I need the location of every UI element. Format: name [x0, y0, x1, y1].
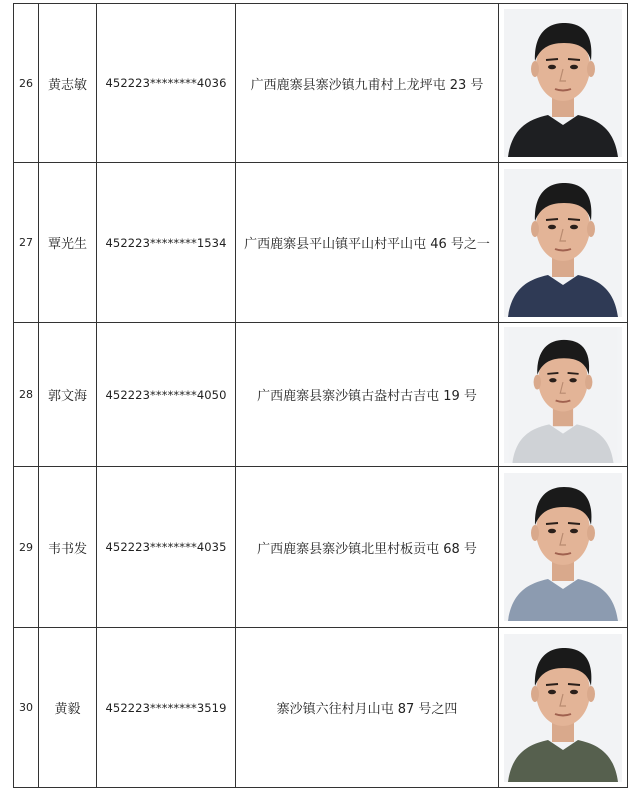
table-row: [14, 163, 628, 323]
table-row: [14, 323, 628, 467]
person-name: 郭文海: [39, 323, 97, 467]
id-number: 452223********4035: [97, 467, 236, 628]
person-photo-icon: [504, 9, 622, 157]
row-index: 30: [14, 628, 39, 788]
id-number: 452223********4036: [97, 4, 236, 163]
person-photo-icon: [504, 473, 622, 621]
person-photo-icon: [504, 327, 622, 463]
photo-cell: [499, 323, 628, 467]
table-row: [14, 4, 628, 163]
personnel-table: [13, 3, 628, 788]
photo-cell: [499, 628, 628, 788]
row-index: 27: [14, 163, 39, 323]
person-name: 黄毅: [39, 628, 97, 788]
home-address: 寨沙镇六往村月山屯 87 号之四: [236, 628, 499, 788]
home-address: 广西鹿寨县平山镇平山村平山屯 46 号之一: [236, 163, 499, 323]
home-address: 广西鹿寨县寨沙镇北里村板贡屯 68 号: [236, 467, 499, 628]
row-index: 28: [14, 323, 39, 467]
id-number: 452223********1534: [97, 163, 236, 323]
person-photo-icon: [504, 634, 622, 782]
table-row: [14, 628, 628, 788]
person-name: 覃光生: [39, 163, 97, 323]
home-address: 广西鹿寨县寨沙镇九甫村上龙坪屯 23 号: [236, 4, 499, 163]
photo-cell: [499, 163, 628, 323]
row-index: 26: [14, 4, 39, 163]
id-number: 452223********4050: [97, 323, 236, 467]
table-row: [14, 467, 628, 628]
home-address: 广西鹿寨县寨沙镇古盎村古吉屯 19 号: [236, 323, 499, 467]
photo-cell: [499, 4, 628, 163]
person-name: 黄志敏: [39, 4, 97, 163]
person-name: 韦书发: [39, 467, 97, 628]
row-index: 29: [14, 467, 39, 628]
person-photo-icon: [504, 169, 622, 317]
id-number: 452223********3519: [97, 628, 236, 788]
photo-cell: [499, 467, 628, 628]
